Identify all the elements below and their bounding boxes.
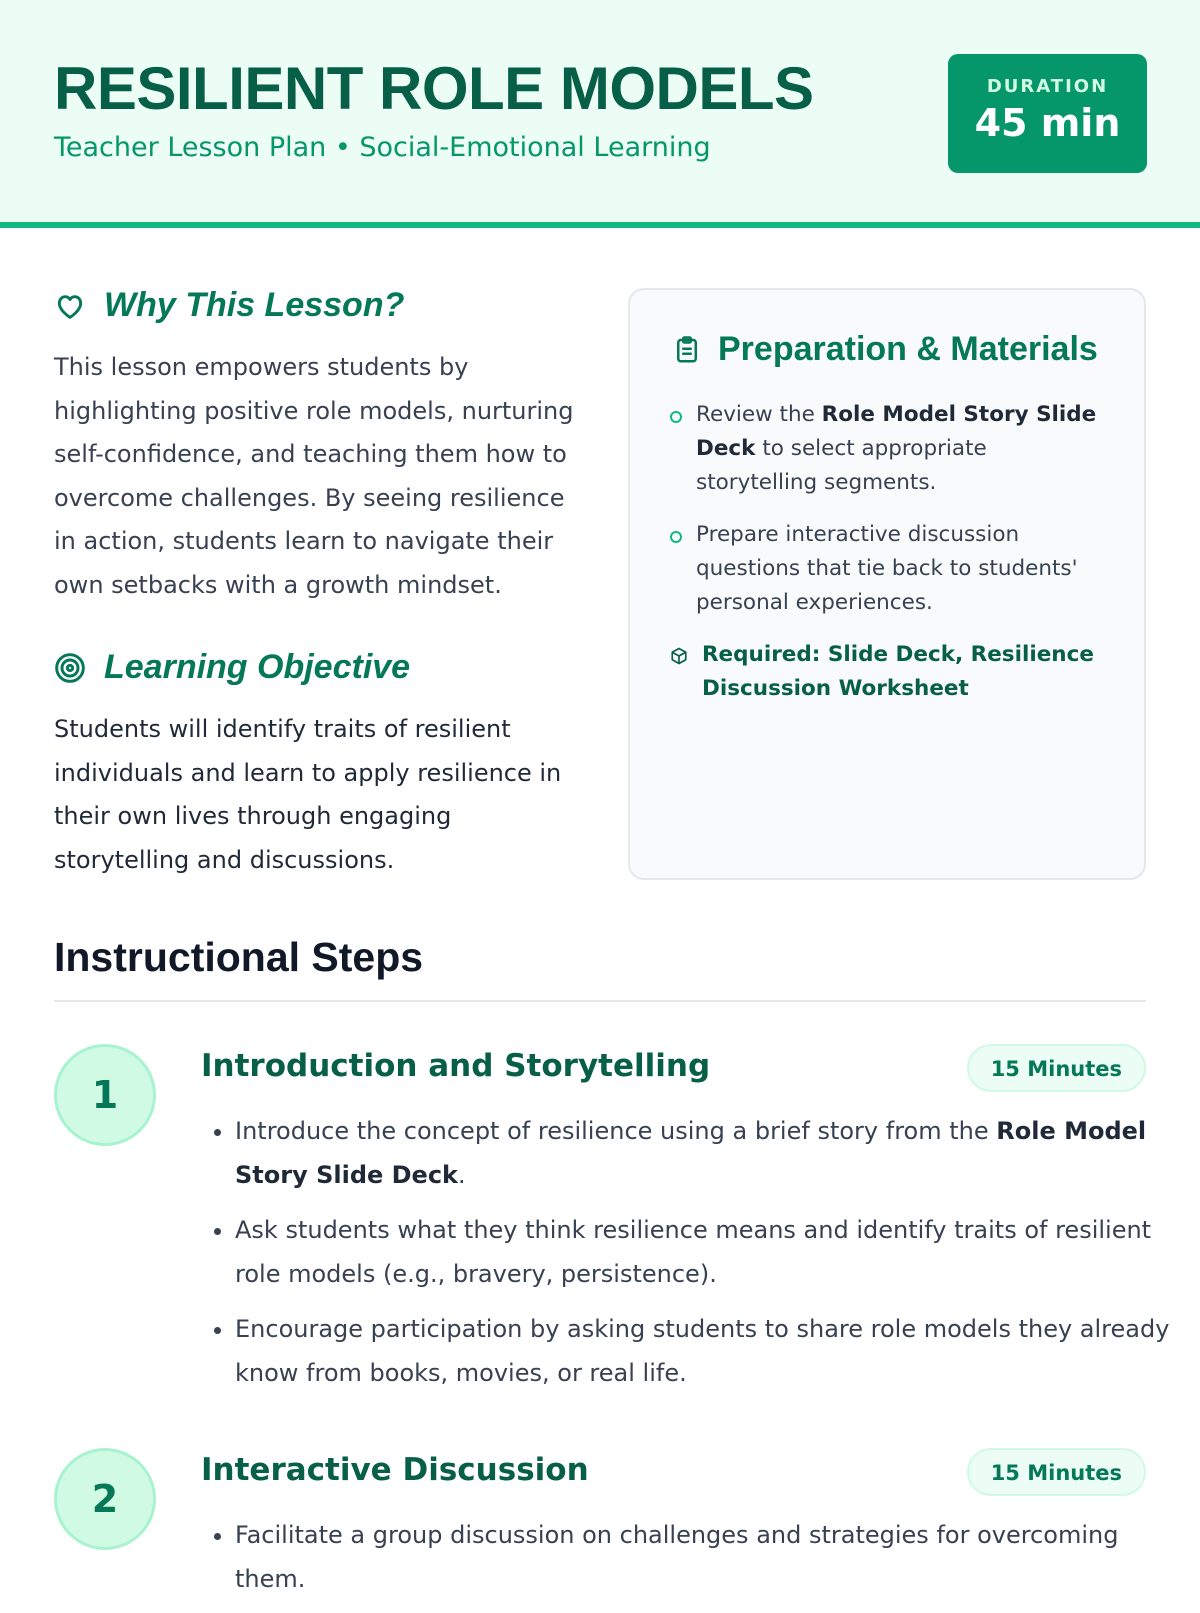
duration-value: 45 min bbox=[974, 101, 1121, 145]
page-subtitle: Teacher Lesson Plan • Social-Emotional Learning bbox=[54, 132, 711, 163]
step-title: Introduction and Storytelling bbox=[201, 1048, 711, 1084]
duration-label: DURATION bbox=[986, 76, 1109, 97]
step-title: Interactive Discussion bbox=[201, 1452, 589, 1488]
duration-badge bbox=[948, 54, 1147, 173]
target-icon bbox=[54, 652, 86, 684]
preparation-item bbox=[670, 398, 1110, 500]
step-number: 2 bbox=[54, 1448, 156, 1550]
prep-item-text: to select appropriate storytelling segments. bbox=[696, 436, 987, 495]
objective-heading bbox=[54, 648, 410, 687]
preparation-item bbox=[670, 518, 1110, 620]
box-icon bbox=[670, 647, 688, 665]
steps-heading: Instructional Steps bbox=[54, 934, 424, 980]
step-bullets bbox=[201, 1110, 1180, 1407]
divider bbox=[54, 1000, 1146, 1002]
list-item: • Facilitate a group discussion on challenges and strategies for overcoming them. bbox=[235, 1514, 1180, 1601]
list-item: • Ask students what they think resilience means and identify traits of resilient role models (e.g., bravery, persistence). bbox=[235, 1209, 1180, 1296]
bullet-text: Introduce the concept of resilience using a brief story from the bbox=[235, 1117, 997, 1145]
slide-deck-reference: Role Model Story Slide Deck bbox=[696, 402, 1097, 461]
step-bullets bbox=[201, 1514, 1180, 1613]
why-heading-text: Why This Lesson? bbox=[104, 286, 405, 324]
why-body: This lesson empowers students by highlighting positive role models, nurturing self-confidence, and teaching them how to overcome challenges. By seeing resilience in action, students learn to navigate their own setbacks with a growth mindset. bbox=[54, 353, 574, 599]
preparation-card bbox=[628, 288, 1146, 880]
bullet-circle-icon bbox=[670, 411, 682, 423]
objective-body: Students will identify traits of resilient individuals and learn to apply resilience in their own lives through engaging storytelling and discussions. bbox=[54, 715, 562, 874]
slide-deck-reference: Role Model Story Slide Deck bbox=[235, 1117, 1147, 1189]
preparation-heading-text: Preparation & Materials bbox=[718, 330, 1098, 368]
heart-icon bbox=[54, 290, 86, 322]
step-duration-badge: 15 Minutes bbox=[967, 1448, 1146, 1496]
why-heading bbox=[54, 286, 404, 325]
bullet-text: . bbox=[458, 1160, 466, 1189]
required-materials bbox=[670, 638, 1110, 706]
list-item bbox=[235, 1110, 1180, 1197]
preparation-heading bbox=[672, 330, 1098, 369]
page-title: RESILIENT ROLE MODELS bbox=[54, 55, 814, 122]
bullet-circle-icon bbox=[670, 531, 682, 543]
list-item: • Encourage participation by asking students to share role models they already know from books, movies, or real life. bbox=[235, 1308, 1180, 1395]
prep-item-text: Prepare interactive discussion questions that tie back to students' personal experiences. bbox=[696, 522, 1078, 615]
clipboard-icon bbox=[672, 334, 702, 366]
required-materials-text: Required: Slide Deck, Resilience Discussion Worksheet bbox=[702, 642, 1094, 701]
lesson-header bbox=[0, 0, 1200, 228]
objective-heading-text: Learning Objective bbox=[104, 648, 411, 686]
preparation-list bbox=[670, 398, 1110, 724]
step-number: 1 bbox=[54, 1044, 156, 1146]
prep-item-text: Review the bbox=[696, 402, 822, 427]
step-duration-badge: 15 Minutes bbox=[967, 1044, 1146, 1092]
